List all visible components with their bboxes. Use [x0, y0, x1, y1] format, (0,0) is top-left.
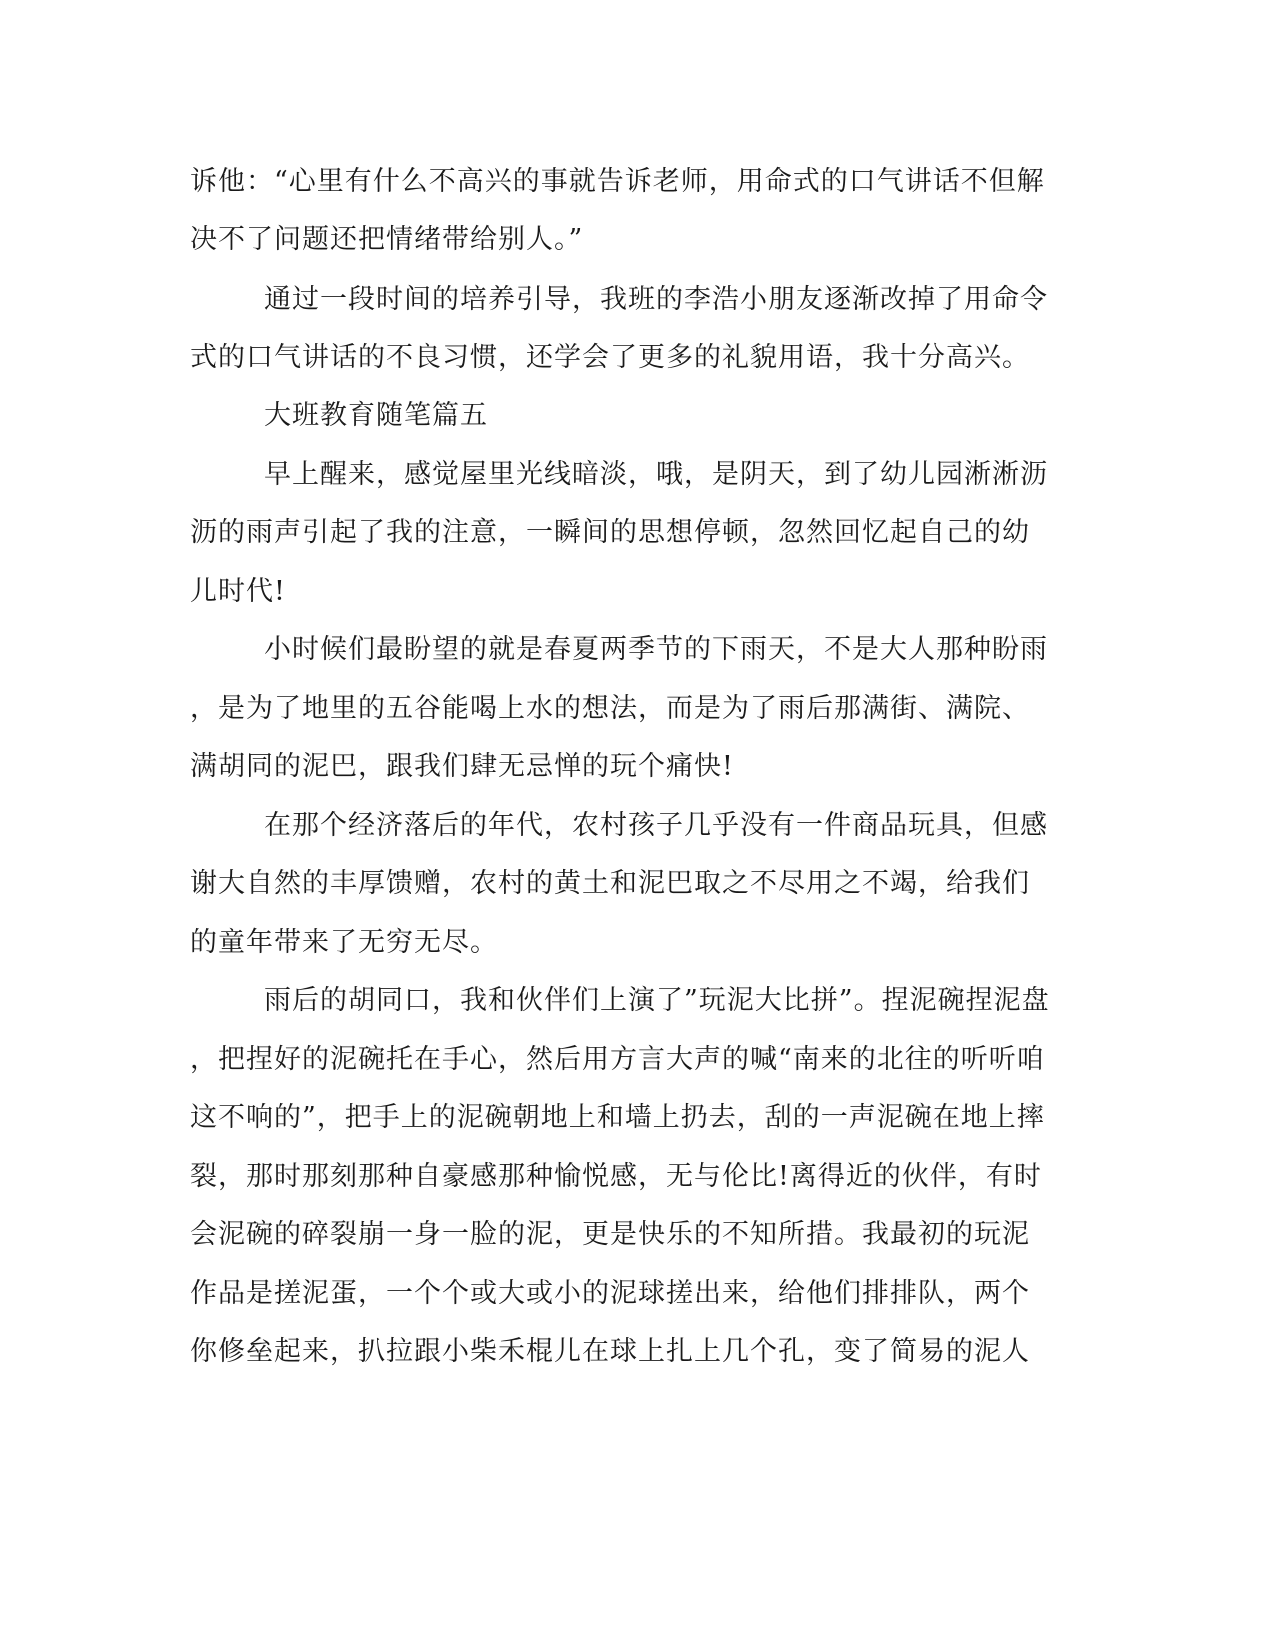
paragraph-start: 小时候们最盼望的就是春夏两季节的下雨天，不是大人那种盼雨: [264, 634, 1048, 665]
paragraph-start: 在那个经济落后的年代，农村孩子几乎没有一件商品玩具，但感: [264, 810, 1048, 841]
paragraph-start: 早上醒来，感觉屋里光线暗淡，哦，是阴天，到了幼儿园淅淅沥: [264, 459, 1048, 490]
text-line: 谢大自然的丰厚馈赠，农村的黄土和泥巴取之不尽用之不竭，给我们: [190, 868, 1030, 899]
text-line: 的童年带来了无穷无尽。: [190, 927, 498, 958]
text-line: 作品是搓泥蛋，一个个或大或小的泥球搓出来，给他们排排队，两个: [190, 1278, 1030, 1309]
text-line: 你修垒起来，扒拉跟小柴禾棍儿在球上扎上几个孔，变了简易的泥人: [190, 1336, 1030, 1367]
text-line: 会泥碗的碎裂崩一身一脸的泥，更是快乐的不知所措。我最初的玩泥: [190, 1219, 1030, 1250]
text-line: 沥的雨声引起了我的注意，一瞬间的思想停顿，忽然回忆起自己的幼: [190, 517, 1030, 548]
text-line: ，把捏好的泥碗托在手心，然后用方言大声的喊“南来的北往的听听咱: [190, 1044, 1045, 1075]
text-line: 式的口气讲话的不良习惯，还学会了更多的礼貌用语，我十分高兴。: [190, 342, 1030, 373]
section-heading: 大班教育随笔篇五: [264, 400, 488, 431]
text-line: ，是为了地里的五谷能喝上水的想法，而是为了雨后那满街、满院、: [190, 693, 1030, 724]
text-line: 这不响的”，把手上的泥碗朝地上和墙上扔去，刮的一声泥碗在地上摔: [190, 1102, 1045, 1133]
text-line: 诉他：“心里有什么不高兴的事就告诉老师，用命式的口气讲话不但解: [190, 166, 1045, 197]
text-line: 满胡同的泥巴，跟我们肆无忌惮的玩个痛快!: [190, 751, 734, 782]
paragraph-start: 通过一段时间的培养引导，我班的李浩小朋友逐渐改掉了用命令: [264, 284, 1048, 315]
text-line: 决不了问题还把情绪带给别人。”: [190, 224, 584, 255]
text-line: 儿时代!: [190, 576, 286, 607]
text-line: 裂，那时那刻那种自豪感那种愉悦感，无与伦比!离得近的伙伴，有时: [190, 1161, 1042, 1192]
paragraph-start: 雨后的胡同口，我和伙伴们上演了”玩泥大比拼”。捏泥碗捏泥盘: [264, 985, 1050, 1016]
